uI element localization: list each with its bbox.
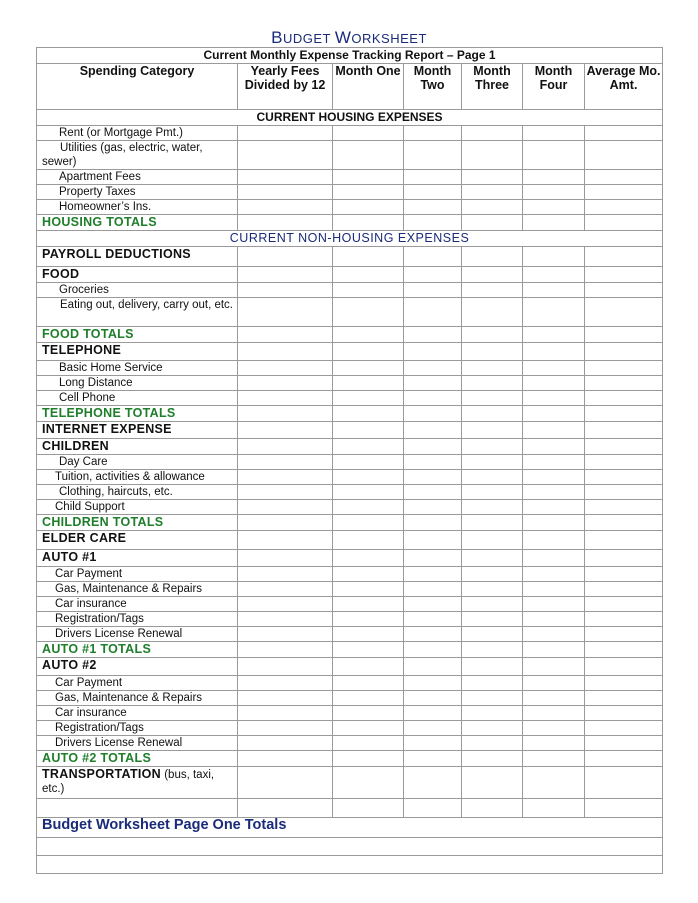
row-label: Child Support: [37, 500, 238, 515]
auto-1-totals-label: AUTO #1 TOTALS: [37, 642, 238, 658]
col-header-month-three: Month Three: [462, 64, 523, 110]
category-auto-1: AUTO #1: [37, 550, 238, 567]
row-label: Registration/Tags: [37, 612, 238, 627]
table-row: [37, 215, 663, 231]
table-row: [37, 298, 663, 327]
row-label: Car insurance: [37, 597, 238, 612]
housing-totals-label: HOUSING TOTALS: [37, 215, 238, 231]
table-row: [37, 550, 663, 567]
section-non-housing: CURRENT NON-HOUSING EXPENSES: [37, 231, 663, 247]
table-row: [37, 470, 663, 485]
col-header-month-two: Month Two: [404, 64, 462, 110]
table-row: [37, 706, 663, 721]
row-label: Cell Phone: [37, 391, 238, 406]
row-label: Car Payment: [37, 676, 238, 691]
row-label: Car Payment: [37, 567, 238, 582]
report-title-row: [37, 48, 663, 64]
table-row: [37, 767, 663, 799]
row-label: Gas, Maintenance & Repairs: [37, 691, 238, 706]
transportation-cell: [37, 767, 238, 799]
table-row: [37, 515, 663, 531]
table-row: [37, 642, 663, 658]
category-internet: INTERNET EXPENSE: [37, 422, 238, 439]
table-row: [37, 691, 663, 706]
table-row: [37, 627, 663, 642]
table-row: [37, 531, 663, 550]
table-row: [37, 141, 663, 170]
food-totals-label: FOOD TOTALS: [37, 327, 238, 343]
row-label: Drivers License Renewal: [37, 627, 238, 642]
col-header-category: Spending Category: [37, 64, 238, 110]
table-row: [37, 838, 663, 856]
table-row: [37, 406, 663, 422]
table-row: [37, 736, 663, 751]
telephone-totals-label: TELEPHONE TOTALS: [37, 406, 238, 422]
table-row: [37, 582, 663, 597]
report-title: Current Monthly Expense Tracking Report – Page 1: [37, 48, 663, 64]
table-row: [37, 500, 663, 515]
category-food: FOOD: [37, 267, 238, 283]
row-label: Basic Home Service: [37, 361, 238, 376]
table-row: [37, 751, 663, 767]
category-auto-2: AUTO #2: [37, 658, 238, 676]
table-row: [37, 455, 663, 470]
table-row: [37, 818, 663, 838]
row-label: Day Care: [37, 455, 238, 470]
row-label: Car insurance: [37, 706, 238, 721]
table-row: [37, 658, 663, 676]
table-row: [37, 327, 663, 343]
table-row: [37, 676, 663, 691]
row-label: Homeowner’s Ins.: [37, 200, 238, 215]
row-label: Gas, Maintenance & Repairs: [37, 582, 238, 597]
table-row: [37, 376, 663, 391]
row-label: Clothing, haircuts, etc.: [37, 485, 238, 500]
header-row: [37, 64, 663, 110]
row-label: Drivers License Renewal: [37, 736, 238, 751]
section-housing: CURRENT HOUSING EXPENSES: [37, 110, 663, 126]
table-row: [37, 170, 663, 185]
table-row: [37, 247, 663, 267]
page-one-totals-label: Budget Worksheet Page One Totals: [37, 818, 663, 838]
table-row: [37, 283, 663, 298]
table-row: [37, 361, 663, 376]
row-label: Long Distance: [37, 376, 238, 391]
table-row: [37, 185, 663, 200]
table-row: [37, 721, 663, 736]
budget-table: [36, 47, 663, 874]
table-row: [37, 612, 663, 627]
col-header-month-four: Month Four: [523, 64, 585, 110]
table-row: [37, 856, 663, 874]
table-row: [37, 267, 663, 283]
row-label: Rent (or Mortgage Pmt.): [37, 126, 238, 141]
table-row: [37, 567, 663, 582]
table-row: [37, 439, 663, 455]
category-telephone: TELEPHONE: [37, 343, 238, 361]
category-payroll: PAYROLL DEDUCTIONS: [37, 247, 238, 267]
children-totals-label: CHILDREN TOTALS: [37, 515, 238, 531]
category-transportation: TRANSPORTATION: [42, 767, 162, 781]
section-row: [37, 110, 663, 126]
col-header-yearly: Yearly Fees Divided by 12: [238, 64, 333, 110]
row-label: Property Taxes: [37, 185, 238, 200]
table-row: [37, 200, 663, 215]
category-children: CHILDREN: [37, 439, 238, 455]
table-row: [37, 391, 663, 406]
row-label: Tuition, activities & allowance: [37, 470, 238, 485]
section-row: [37, 231, 663, 247]
row-label: Registration/Tags: [37, 721, 238, 736]
table-row: [37, 799, 663, 818]
transportation-note: (bus, taxi, etc.): [42, 769, 215, 795]
row-label: Utilities (gas, electric, water, sewer): [37, 141, 238, 170]
table-row: [37, 343, 663, 361]
category-elder-care: ELDER CARE: [37, 531, 238, 550]
col-header-month-one: Month One: [333, 64, 404, 110]
row-label: Groceries: [37, 283, 238, 298]
row-label: Eating out, delivery, carry out, etc.: [37, 298, 238, 327]
table-row: [37, 126, 663, 141]
table-row: [37, 597, 663, 612]
table-row: [37, 422, 663, 439]
document-title: BUDGET WORKSHEET: [271, 28, 427, 47]
row-label: Apartment Fees: [37, 170, 238, 185]
table-row: [37, 485, 663, 500]
auto-2-totals-label: AUTO #2 TOTALS: [37, 751, 238, 767]
col-header-average: Average Mo. Amt.: [585, 64, 663, 110]
